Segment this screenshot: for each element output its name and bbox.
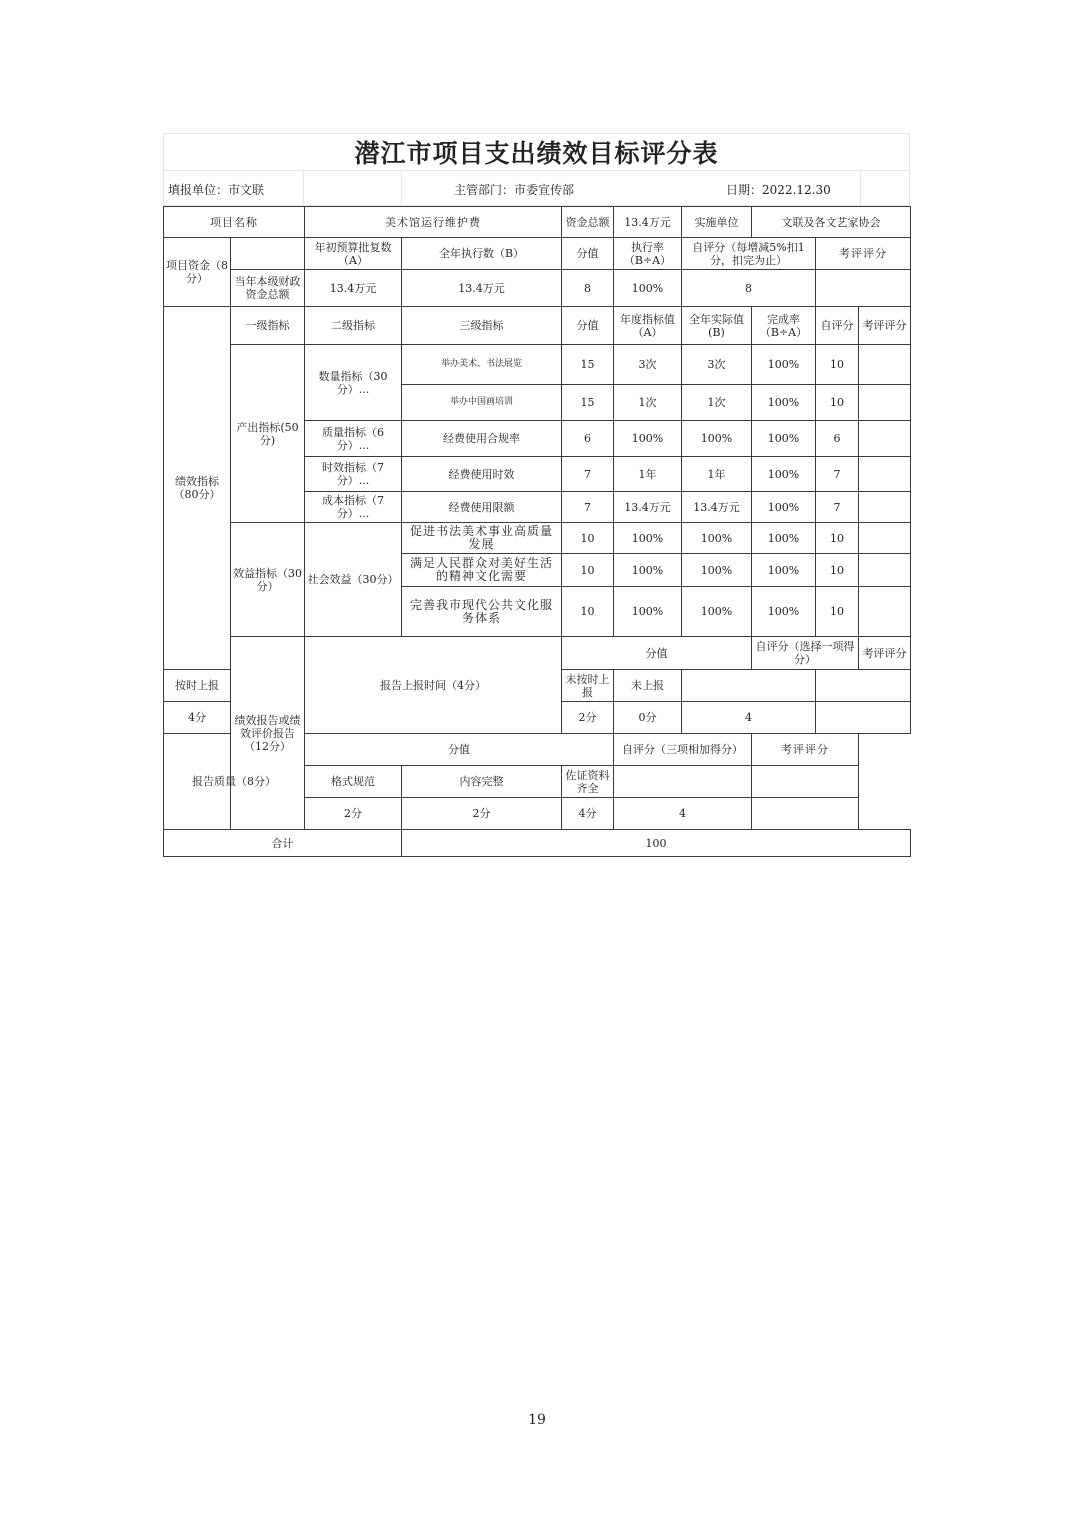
perf-review bbox=[859, 345, 911, 385]
perf-self: 10 bbox=[816, 385, 859, 421]
page-number: 19 bbox=[528, 1412, 546, 1428]
funds-col-rate: 执行率（B÷A） bbox=[614, 238, 682, 270]
report-quality-score-header: 分值 bbox=[305, 734, 614, 766]
total-row bbox=[164, 830, 911, 857]
funds-col-self: 自评分（每增减5%扣1分，扣完为止） bbox=[682, 238, 816, 270]
report-timing-opt: 未按时上报 bbox=[562, 670, 614, 702]
perf-self: 10 bbox=[816, 345, 859, 385]
funds-value-row bbox=[164, 270, 911, 307]
perf-row bbox=[164, 345, 911, 385]
perf-h-level1: 一级指标 bbox=[231, 307, 305, 345]
perf-level3: 经费使用合规率 bbox=[402, 421, 562, 457]
report-timing-review-blank bbox=[816, 670, 911, 702]
perf-self: 10 bbox=[816, 554, 859, 587]
perf-h-level3: 三级指标 bbox=[402, 307, 562, 345]
perf-score: 6 bbox=[562, 421, 614, 457]
perf-target: 1年 bbox=[614, 457, 682, 492]
perf-complete: 100% bbox=[752, 345, 816, 385]
perf-review bbox=[859, 492, 911, 523]
report-quality-label: 报告质量（8分） bbox=[164, 734, 305, 830]
funds-blank-cell bbox=[231, 238, 305, 270]
fund-total-label: 资金总额 bbox=[562, 207, 614, 238]
fund-total: 13.4万元 bbox=[614, 207, 682, 238]
funds-score: 8 bbox=[562, 270, 614, 307]
perf-actual: 100% bbox=[682, 554, 752, 587]
report-timing-self-header: 自评分（选择一项得分） bbox=[752, 637, 859, 670]
funds-rate: 100% bbox=[614, 270, 682, 307]
perf-h-score: 分值 bbox=[562, 307, 614, 345]
perf-self: 7 bbox=[816, 492, 859, 523]
perf-review bbox=[859, 421, 911, 457]
report-timing-opt: 未上报 bbox=[614, 670, 682, 702]
report-timing-val: 4分 bbox=[164, 702, 231, 734]
report-timing-header-row bbox=[164, 637, 911, 670]
perf-target: 100% bbox=[614, 587, 682, 637]
impl-unit: 文联及各文艺家协会 bbox=[752, 207, 911, 238]
perf-actual: 1年 bbox=[682, 457, 752, 492]
total-value: 100 bbox=[402, 830, 911, 857]
report-quality-opt: 内容完整 bbox=[402, 766, 562, 798]
perf-target: 100% bbox=[614, 421, 682, 457]
perf-score: 10 bbox=[562, 523, 614, 554]
perf-self: 6 bbox=[816, 421, 859, 457]
perf-h-self: 自评分 bbox=[816, 307, 859, 345]
perf-review bbox=[859, 587, 911, 637]
perf-actual: 100% bbox=[682, 523, 752, 554]
perf-complete: 100% bbox=[752, 587, 816, 637]
perf-score: 10 bbox=[562, 554, 614, 587]
filling-unit: 填报单位：市文联 bbox=[168, 183, 265, 197]
report-timing-val: 2分 bbox=[562, 702, 614, 734]
report-quality-self: 4 bbox=[614, 798, 752, 830]
perf-target: 100% bbox=[614, 554, 682, 587]
funds-col-review: 考评评分 bbox=[816, 238, 911, 270]
perf-score: 7 bbox=[562, 492, 614, 523]
perf-target: 3次 bbox=[614, 345, 682, 385]
perf-row bbox=[164, 523, 911, 554]
report-quality-val: 4分 bbox=[562, 798, 614, 830]
report-label: 绩效报告或绩效评价报告（12分） bbox=[231, 637, 305, 830]
report-quality-review bbox=[752, 798, 859, 830]
perf-self: 7 bbox=[816, 457, 859, 492]
perf-target: 100% bbox=[614, 523, 682, 554]
cost-indicator-label: 成本指标（7分）... bbox=[305, 492, 402, 523]
perf-review bbox=[859, 554, 911, 587]
funds-label: 项目资金（8分） bbox=[164, 238, 231, 307]
report-timing-opt: 按时上报 bbox=[164, 670, 231, 702]
report-timing-score-header: 分值 bbox=[562, 637, 752, 670]
report-date: 日期：2022.12.30 bbox=[726, 183, 831, 197]
perf-actual: 3次 bbox=[682, 345, 752, 385]
perf-actual: 100% bbox=[682, 421, 752, 457]
perf-header-row bbox=[164, 307, 911, 345]
perf-level3: 完善我市现代公共文化服务体系 bbox=[402, 587, 562, 637]
project-row bbox=[164, 207, 911, 238]
perf-level3: 举办中国画培训 bbox=[402, 385, 562, 421]
report-quality-review-blank bbox=[752, 766, 859, 798]
report-timing-val: 0分 bbox=[614, 702, 682, 734]
funds-budget: 13.4万元 bbox=[305, 270, 402, 307]
perf-h-complete: 完成率（B÷A） bbox=[752, 307, 816, 345]
report-timing-label: 报告上报时间（4分） bbox=[305, 637, 562, 734]
quality-indicator-label: 质量指标（6分）... bbox=[305, 421, 402, 457]
time-indicator-label: 时效指标（7分）... bbox=[305, 457, 402, 492]
perf-label: 绩效指标（80分） bbox=[164, 307, 231, 670]
perf-review bbox=[859, 457, 911, 492]
perf-h-level2: 二级指标 bbox=[305, 307, 402, 345]
report-quality-self-header: 自评分（三项相加得分） bbox=[614, 734, 752, 766]
perf-score: 15 bbox=[562, 385, 614, 421]
perf-score: 10 bbox=[562, 587, 614, 637]
perf-level3: 满足人民群众对美好生活的精神文化需要 bbox=[402, 554, 562, 587]
output-indicator-label: 产出指标(50分) bbox=[231, 345, 305, 523]
perf-complete: 100% bbox=[752, 421, 816, 457]
perf-complete: 100% bbox=[752, 457, 816, 492]
impl-unit-label: 实施单位 bbox=[682, 207, 752, 238]
perf-target: 1次 bbox=[614, 385, 682, 421]
funds-col-score: 分值 bbox=[562, 238, 614, 270]
perf-level3: 促进书法美术事业高质量发展 bbox=[402, 523, 562, 554]
score-sheet bbox=[163, 133, 910, 857]
funds-exec: 13.4万元 bbox=[402, 270, 562, 307]
perf-review bbox=[859, 523, 911, 554]
report-quality-review-header: 考评评分 bbox=[752, 734, 859, 766]
project-name-label: 项目名称 bbox=[164, 207, 305, 238]
perf-h-target: 年度指标值（A） bbox=[614, 307, 682, 345]
funds-header-row bbox=[164, 238, 911, 270]
report-quality-self-blank bbox=[614, 766, 752, 798]
report-quality-val: 2分 bbox=[402, 798, 562, 830]
perf-self: 10 bbox=[816, 587, 859, 637]
funds-self: 8 bbox=[682, 270, 816, 307]
sheet-title: 潜江市项目支出绩效目标评分表 bbox=[163, 133, 910, 170]
perf-h-review: 考评评分 bbox=[859, 307, 911, 345]
report-quality-opt: 佐证资料齐全 bbox=[562, 766, 614, 798]
score-table bbox=[163, 206, 911, 857]
perf-score: 7 bbox=[562, 457, 614, 492]
perf-level3: 举办美术、书法展览 bbox=[402, 345, 562, 385]
perf-complete: 100% bbox=[752, 523, 816, 554]
funds-col-exec: 全年执行数（B） bbox=[402, 238, 562, 270]
perf-complete: 100% bbox=[752, 385, 816, 421]
perf-complete: 100% bbox=[752, 492, 816, 523]
report-timing-self: 4 bbox=[682, 702, 816, 734]
project-name: 美术馆运行维护费 bbox=[305, 207, 562, 238]
total-label: 合计 bbox=[164, 830, 402, 857]
perf-target: 13.4万元 bbox=[614, 492, 682, 523]
report-timing-review-header: 考评评分 bbox=[859, 637, 911, 670]
funds-review bbox=[816, 270, 911, 307]
benefit-indicator-label: 效益指标（30分） bbox=[231, 523, 305, 637]
perf-complete: 100% bbox=[752, 554, 816, 587]
perf-level3: 经费使用时效 bbox=[402, 457, 562, 492]
perf-h-actual: 全年实际值(B) bbox=[682, 307, 752, 345]
funds-row-label: 当年本级财政资金总额 bbox=[231, 270, 305, 307]
quantity-indicator-label: 数量指标（30分）... bbox=[305, 345, 402, 421]
info-row bbox=[163, 170, 910, 206]
perf-actual: 100% bbox=[682, 587, 752, 637]
perf-actual: 13.4万元 bbox=[682, 492, 752, 523]
perf-self: 10 bbox=[816, 523, 859, 554]
perf-actual: 1次 bbox=[682, 385, 752, 421]
perf-review bbox=[859, 385, 911, 421]
funds-col-budget: 年初预算批复数（A） bbox=[305, 238, 402, 270]
perf-score: 15 bbox=[562, 345, 614, 385]
report-quality-opt: 格式规范 bbox=[305, 766, 402, 798]
social-benefit-label: 社会效益（30分） bbox=[305, 523, 402, 637]
supervising-dept: 主管部门：市委宣传部 bbox=[454, 183, 575, 197]
report-timing-self-blank bbox=[682, 670, 816, 702]
report-timing-review bbox=[816, 702, 911, 734]
report-quality-val: 2分 bbox=[305, 798, 402, 830]
perf-level3: 经费使用限额 bbox=[402, 492, 562, 523]
